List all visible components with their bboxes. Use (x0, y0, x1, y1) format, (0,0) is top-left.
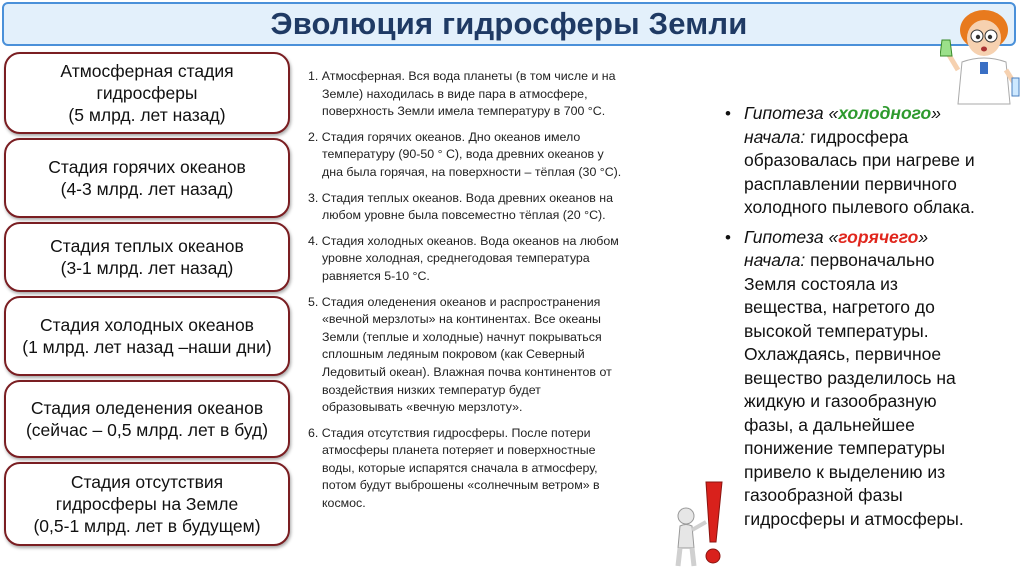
stage-line: гидросферы на Земле (55, 494, 239, 514)
description-line: 5. Стадия оледенения океанов и распространения (308, 294, 601, 309)
description-line: Ледовитый океан). Влажная почва континентов от (322, 364, 612, 379)
stage-line: (4-3 млрд. лет назад) (60, 179, 234, 199)
description-line: Земли (теплые и холодные) начнут покрываться (322, 329, 602, 344)
description-line: 3. Стадия теплых океанов. Вода древних океанов на (308, 190, 613, 205)
hypothesis-keyword-cold: холодного (838, 103, 932, 123)
scientist-illustration (940, 0, 1020, 110)
hypothesis-keyword-hot: горячего (838, 226, 919, 247)
page-title: Эволюция гидросферы Земли (270, 6, 748, 41)
stage-box-atmospheric (4, 52, 290, 134)
description-line: любом уровне была повсеместно тёплая (20 °С). (322, 208, 606, 223)
hypothesis-suffix: » (918, 226, 929, 247)
description-line: образовывать «вечную мерзлоту». (322, 400, 523, 415)
hypothesis-cold (724, 102, 1016, 220)
description-item (308, 233, 688, 286)
hypothesis-line: расплавлении первичного (744, 173, 957, 194)
hypothesis-hot (724, 226, 1016, 532)
stage-descriptions (308, 68, 688, 521)
bullet-icon: • (725, 227, 731, 247)
description-line: 6. Стадия отсутствия гидросферы. После потери (308, 425, 591, 440)
description-item (308, 294, 688, 417)
exclamation-figure-illustration (666, 478, 736, 570)
hypothesis-line: привело к выделению из (744, 461, 946, 482)
stage-line: Стадия горячих океанов (48, 157, 246, 177)
hypothesis-label-end: начала: (744, 250, 806, 270)
description-line: дна была горячая, на поверхности – тёплая (30 °С). (322, 164, 622, 179)
stage-line: (1 млрд. лет назад –наши дни) (22, 337, 272, 357)
description-line: 4. Стадия холодных океанов. Вода океанов на любом (308, 233, 619, 248)
title-bar (2, 2, 1016, 46)
hypothesis-line: понижение температуры (744, 438, 946, 458)
hypotheses-list (724, 102, 1016, 537)
description-line: воды, которые испарятся сначала в атмосферу, (322, 460, 598, 475)
stage-line: Стадия оледенения океанов (30, 398, 264, 418)
description-item (308, 190, 688, 225)
description-line: равняется 5-10 °С. (322, 268, 430, 283)
hypothesis-line (744, 126, 1016, 150)
stage-box-no-hydrosphere (4, 462, 290, 546)
description-line: сплошным ледяным покровом (как Северный (322, 347, 585, 362)
description-item (308, 129, 688, 182)
description-item (308, 425, 688, 513)
stage-box-hot-oceans (4, 138, 290, 218)
hypothesis-line: вещества, нагретого до (744, 297, 935, 317)
description-line: космос. (322, 496, 366, 511)
stage-line: Стадия холодных океанов (40, 315, 254, 335)
hypothesis-prefix: Гипотеза « (744, 103, 839, 123)
hypothesis-line: гидросферы и атмосферы. (744, 508, 964, 529)
stage-line: Атмосферная стадия (60, 61, 234, 81)
stage-box-cold-oceans (4, 296, 290, 376)
hypothesis-line: газообразной фазы (744, 485, 903, 505)
hypothesis-line (744, 249, 1016, 273)
description-line: температуру (90-50 ° С), вода древних океанов у (322, 147, 604, 162)
description-line: 1. Атмосферная. Вся вода планеты (в том числе и на (308, 69, 616, 83)
hypothesis-line: Охлаждаясь, первичное (744, 344, 942, 364)
description-line: поверхность Земли имела температуру в 700 °С. (322, 104, 606, 119)
description-line: воздействия низких температур будет (322, 382, 541, 397)
bullet-icon: • (725, 104, 731, 123)
hypothesis-line: высокой температуры. (744, 320, 929, 341)
description-line: атмосферы планета потеряет и поверхностные (322, 443, 596, 458)
hypothesis-line: образовалась при нагреве и (744, 150, 975, 170)
hypothesis-line: фазы, а дальнейшее (744, 414, 915, 435)
hypothesis-prefix: Гипотеза « (744, 226, 839, 247)
hypothesis-line: холодного пылевого облака. (744, 197, 975, 217)
hypothesis-text: гидросфера (805, 126, 909, 147)
hypothesis-label-end: начала: (744, 126, 806, 147)
stage-line: (0,5-1 млрд. лет в будущем) (33, 516, 261, 536)
description-line: 2. Стадия горячих океанов. Дно океанов имело (308, 129, 581, 144)
hypothesis-line: вещество разделилось на (744, 367, 956, 388)
stage-line: гидросферы (96, 83, 198, 103)
hypothesis-suffix: » (931, 103, 941, 123)
stage-line: (сейчас – 0,5 млрд. лет в буд) (25, 420, 269, 440)
hypothesis-line (744, 102, 1016, 126)
description-item (308, 68, 688, 121)
description-line: потом будут выброшены «солнечным ветром» в (322, 478, 600, 493)
stage-line: (3-1 млрд. лет назад) (60, 258, 234, 278)
description-line: Земле) находилась в виде пара в атмосфере, (322, 86, 588, 101)
stage-line: (5 млрд. лет назад) (68, 105, 226, 125)
description-line: уровне холодная, среднегодовая температура (322, 251, 590, 266)
stage-line: Стадия отсутствия (70, 472, 224, 492)
stage-box-warm-oceans (4, 222, 290, 292)
stage-box-glaciation (4, 380, 290, 458)
hypothesis-text: первоначально (805, 250, 935, 270)
hypothesis-line: Земля состояла из (744, 273, 898, 294)
stage-line: Стадия теплых океанов (50, 236, 244, 256)
hypothesis-line (744, 226, 1016, 250)
hypothesis-line: жидкую и газообразную (744, 391, 937, 411)
description-line: «вечной мерзлоты» на континентах. Все океаны (322, 312, 601, 327)
